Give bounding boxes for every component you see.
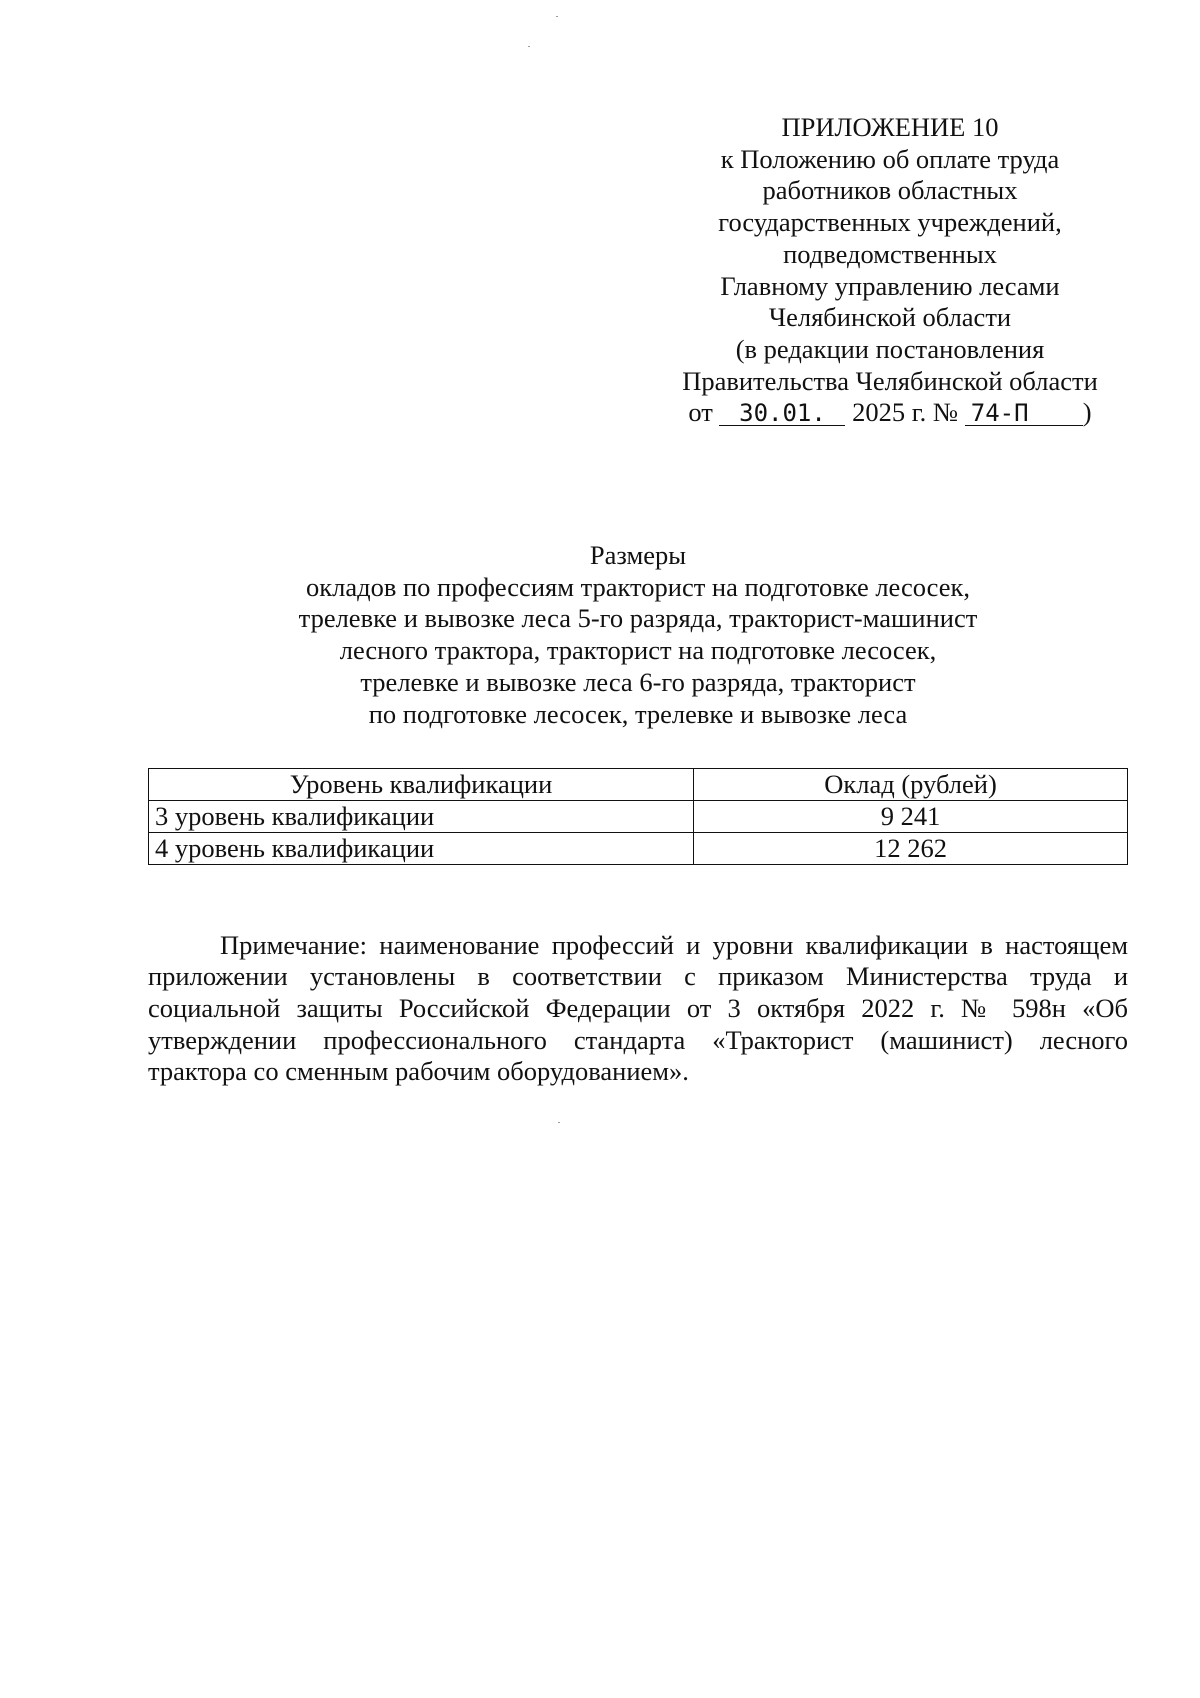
appendix-line: Главному управлению лесами <box>720 270 1060 301</box>
title-line: трелевке и вывозке леса 6-го разряда, тракторист <box>360 666 916 697</box>
date-prefix: от <box>688 397 713 428</box>
salary-table <box>148 768 1128 865</box>
resolution-number: 74-П <box>965 401 1083 426</box>
appendix-line: к Положению об оплате труда <box>720 143 1060 174</box>
title-line: окладов по профессиям тракторист на подготовке лесосек, <box>305 571 970 602</box>
scan-speck <box>558 1122 560 1123</box>
resolution-date-line <box>660 397 1120 429</box>
note-paragraph: Примечание: наименование профессий и уровни квалификации в настоящем приложении установлены в соответствии с приказом Министерства труда и социальной защиты Российской Федерации от 3 октября 2022 г. № 598н «Об утверждении профессионального стандарта «Тракторист (машинист) лесного трактора со сменным рабочим оборудованием». <box>148 929 1128 1087</box>
cell-salary: 9 241 <box>694 801 1128 833</box>
header-level: Уровень квалификации <box>149 769 694 801</box>
appendix-line: работников областных <box>762 175 1018 206</box>
title-line: лесного трактора, тракторист на подготовке лесосек, <box>339 635 937 666</box>
appendix-line: подведомственных <box>783 238 997 269</box>
appendix-line: государственных учреждений, <box>718 207 1062 238</box>
header-salary: Оклад (рублей) <box>694 769 1128 801</box>
cell-salary: 12 262 <box>694 833 1128 865</box>
closing-paren: ) <box>1082 397 1092 428</box>
resolution-date: 30.01. <box>719 401 845 426</box>
scan-speck <box>528 46 530 47</box>
cell-level: 4 уровень квалификации <box>149 833 694 865</box>
resolution-year: 2025 г. № <box>852 397 959 428</box>
title-line: по подготовке лесосек, трелевке и вывозке леса <box>368 698 908 729</box>
table-header-row <box>149 769 1128 801</box>
table-row <box>149 833 1128 865</box>
title-line: трелевке и вывозке леса 5-го разряда, тракторист-машинист <box>298 603 978 634</box>
document-title <box>148 540 1128 730</box>
appendix-line: Правительства Челябинской области <box>682 365 1098 396</box>
cell-level: 3 уровень квалификации <box>149 801 694 833</box>
appendix-line: (в редакции постановления <box>735 333 1045 364</box>
appendix-header <box>660 112 1120 429</box>
scan-speck <box>556 16 558 17</box>
appendix-line: Челябинской области <box>768 302 1012 333</box>
table-row <box>149 801 1128 833</box>
title-heading: Размеры <box>589 540 687 570</box>
appendix-title: ПРИЛОЖЕНИЕ 10 <box>781 112 999 142</box>
